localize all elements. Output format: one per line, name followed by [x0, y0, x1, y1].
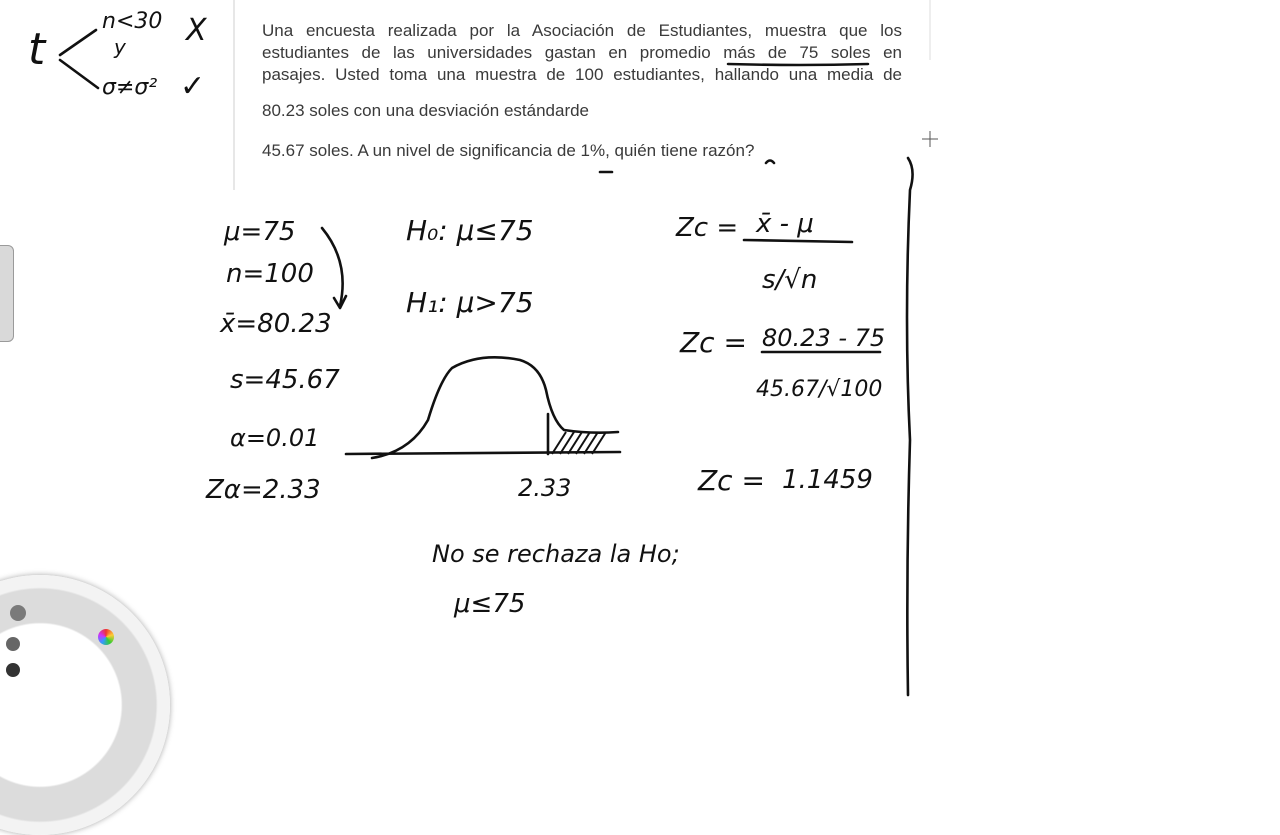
given-alpha: α=0.01 — [230, 424, 320, 452]
record-dot-icon[interactable] — [6, 663, 20, 677]
zc-label-2: Zc = — [680, 326, 747, 359]
normal-curve — [372, 357, 618, 458]
given-s: s=45.67 — [230, 365, 340, 395]
branch-down — [60, 60, 98, 88]
null-hypothesis: H₀: μ≤75 — [406, 214, 534, 247]
underline-mark — [728, 64, 868, 65]
zc-substituted-numerator: 80.23 - 75 — [762, 324, 886, 352]
vertical-divider — [907, 158, 913, 695]
zc-label-1: Zc = — [676, 213, 739, 243]
zc-substituted-denominator: 45.67/√100 — [756, 377, 883, 402]
tick-mark — [766, 161, 774, 164]
zc-formula-denominator: s/√n — [762, 265, 818, 295]
zc-formula-numerator: x̄ - μ — [756, 209, 814, 239]
problem-line-3: pasajes. Usted toma una muestra de 100 estudiantes, hallando una media de — [262, 65, 902, 84]
given-mu: μ=75 — [224, 217, 296, 247]
side-panel-tab[interactable] — [0, 245, 14, 342]
sigma-condition: σ≠σ² — [102, 75, 158, 100]
color-wheel-icon[interactable] — [98, 629, 114, 645]
fraction-bar-1 — [744, 240, 852, 242]
rejection-region-hatch — [552, 432, 606, 454]
check-mark: ✓ — [180, 69, 206, 104]
z-alpha: Zα=2.33 — [206, 475, 321, 505]
pen-tool-icon[interactable] — [10, 605, 26, 621]
zc-label-3: Zc = — [698, 464, 765, 497]
given-xbar: x̄=80.23 — [220, 309, 332, 339]
critical-value-label: 2.33 — [518, 474, 572, 502]
bracket-arrow — [322, 228, 343, 306]
alt-hypothesis: H₁: μ>75 — [406, 286, 534, 319]
problem-line-1: Una encuesta realizada por la Asociación de Estudiantes, muestra que los — [262, 21, 902, 40]
conclusion-result: μ≤75 — [454, 589, 526, 619]
n-condition: n<30 — [102, 9, 163, 34]
cursor-crosshair-icon — [922, 131, 938, 147]
problem-line-5: 45.67 soles. A un nivel de significancia de 1%, quién tiene razón? — [262, 141, 755, 160]
info-icon[interactable] — [6, 637, 20, 651]
branch-up — [60, 30, 96, 55]
conclusion-text: No se rechaza la Ho; — [432, 540, 680, 568]
y-label: y — [114, 35, 126, 59]
problem-line-4: 80.23 soles con una desviación estándarde — [262, 101, 590, 120]
t-label: t — [28, 24, 46, 75]
zc-value: 1.1459 — [782, 465, 873, 495]
given-n: n=100 — [226, 259, 314, 289]
cross-mark: X — [186, 13, 207, 48]
problem-line-2: estudiantes de las universidades gastan en promedio más de 75 soles en — [262, 43, 902, 62]
